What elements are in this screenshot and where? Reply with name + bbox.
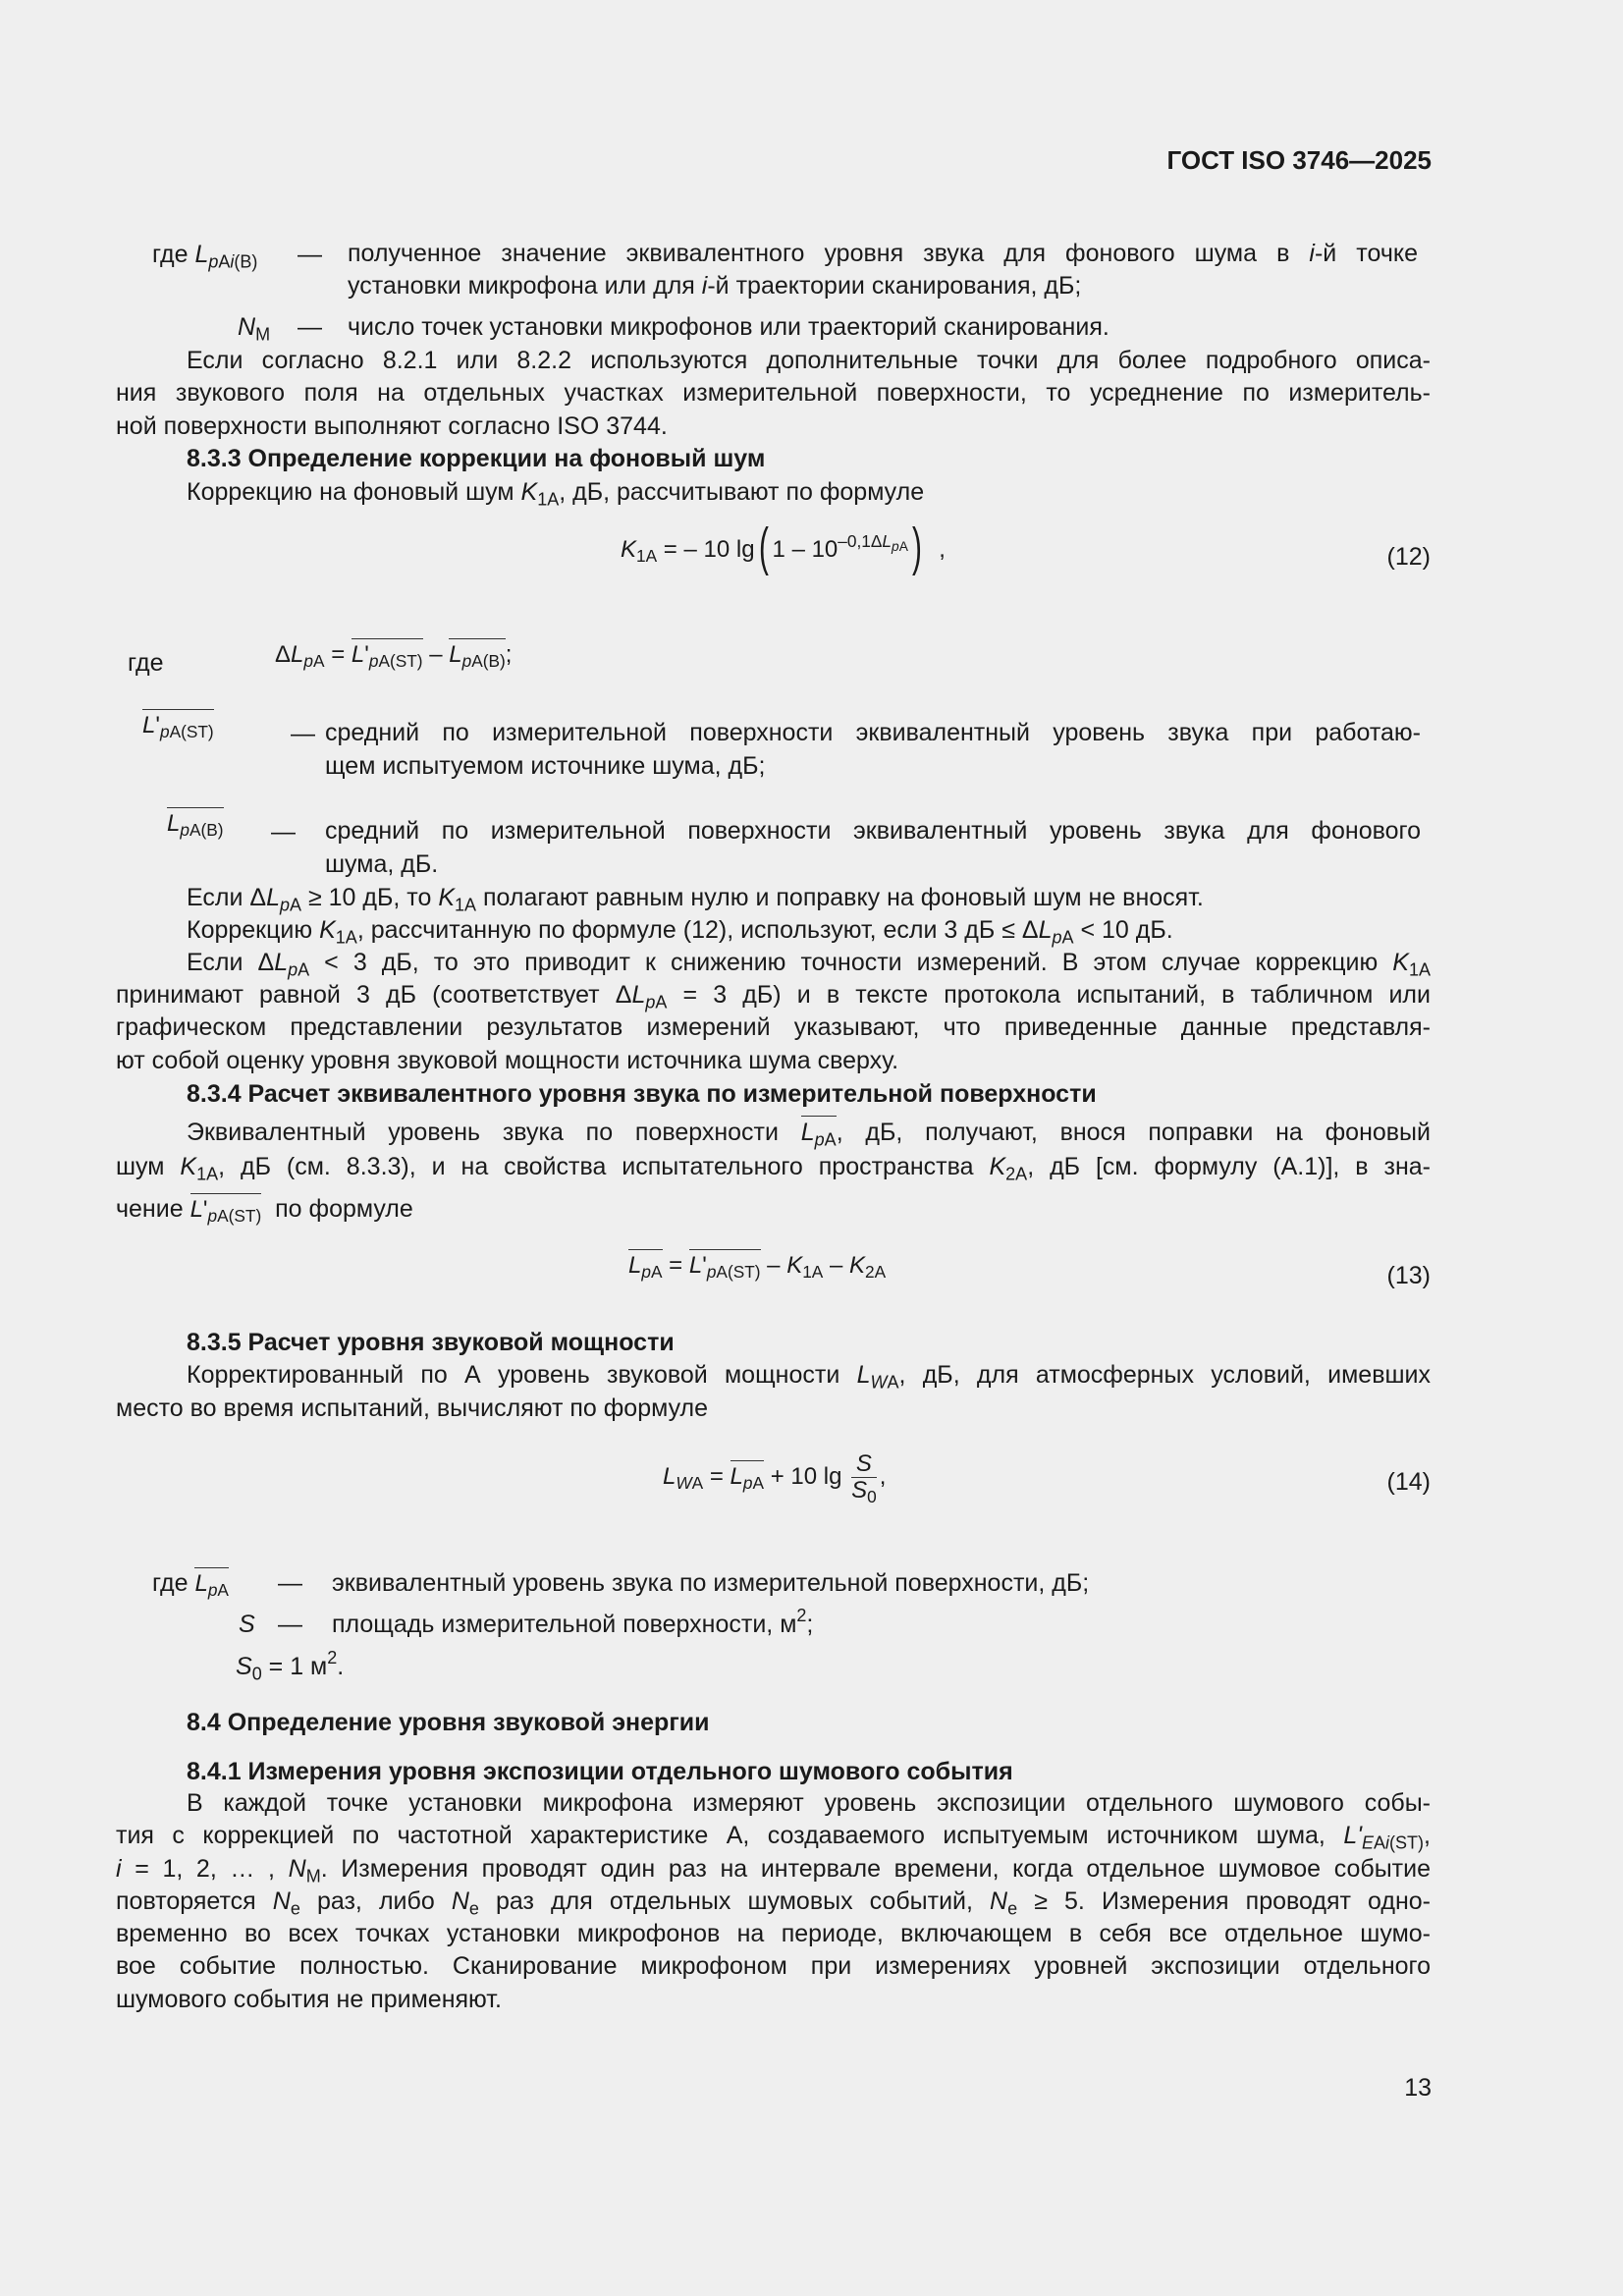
def-lpa: эквивалентный уровень звука по измерительной поверхности, дБ; [332, 1569, 1090, 1597]
where-label: где $L_{pAi(B)}$ [152, 241, 258, 272]
where-label: где [128, 649, 164, 677]
equation-number-12: (12) [1386, 543, 1431, 571]
paragraph-line: Если $\Delta L_{pA} < 3$ дБ, то это приводит к снижению точности измерений. В этом случае коррекцию $K_{1A}$ [187, 949, 1432, 980]
paragraph-line: ния звукового поля на отдельных участках измерительной поверхности, то усреднение по измеритель- [116, 379, 1431, 407]
formula-13: $L_{pA} = L'_{pA(ST)} - K_{1A} - K_{2A}$ [628, 1249, 886, 1283]
paragraph-line: Коррекцию $K_{1A}$, рассчитанную по формуле (12), используют, если 3 дБ ≤ $\Delta L_{pA} < 10$ дБ. [187, 916, 1173, 948]
equation-number-13: (13) [1386, 1262, 1431, 1289]
def-s0: $S_0 = 1$ $м^2$. [236, 1648, 345, 1684]
section-title-84: 8.4 Определение уровня звуковой энергии [187, 1709, 710, 1736]
paragraph-line: Эквивалентный уровень звука по поверхности $L_{pA}$, дБ, получают, внося поправки на фоновый [187, 1116, 1431, 1149]
paragraph-line: i = 1, 2, … , $N_M$. Измерения проводят один раз на интервале времени, когда отдельное шумовое событие [116, 1855, 1432, 1886]
def-lpai-line2: установки микрофона или для i-й траектории сканирования, дБ; [348, 272, 1082, 300]
dash: — [271, 818, 296, 846]
paragraph-line: повторяется $N_e$ раз, либо $N_e$ раз для отдельных шумовых событий, $N_e \ge 5$. Измерения проводят одно- [116, 1887, 1431, 1919]
dash: — [291, 720, 315, 747]
def-s: площадь измерительной поверхности, $м^2$; [332, 1606, 814, 1638]
lpa-b-symbol: $L_{pA(B)}$ [167, 807, 224, 841]
nm-symbol: $N_M$ [238, 313, 271, 345]
lpa-st-symbol: $L'_{pA(ST)}$ [142, 709, 214, 742]
section-title-841: 8.4.1 Измерения уровня экспозиции отдельного шумового события [187, 1758, 1013, 1785]
delta-lpa-formula: $\Delta L_{pA} = L'_{pA(ST)} - L_{pA(B)}$; [275, 638, 512, 672]
paragraph-line: тия с коррекцией по частотной характеристике А, создаваемого испытуемым источником шума, $L'_{EAi(ST)}$, [116, 1822, 1431, 1853]
paragraph-line: Если $\Delta L_{pA} \ge 10$ дБ, то $K_{1A}$ полагают равным нулю и поправку на фоновый шум не вносят. [187, 884, 1204, 915]
paragraph-line: ной поверхности выполняют согласно ISO 3744. [116, 412, 668, 440]
dash: — [298, 313, 322, 341]
dash: — [278, 1611, 302, 1638]
paragraph-line: Корректированный по А уровень звуковой мощности $L_{WA}$, дБ, для атмосферных условий, имевших [187, 1361, 1431, 1393]
paragraph-line: Если согласно 8.2.1 или 8.2.2 используются дополнительные точки для более подробного описа- [187, 347, 1431, 374]
page-number: 13 [1404, 2074, 1432, 2102]
formula-12: $K_{1A}$ = – 10 lg( $1 - 10^{-0,1\Delta L_{pA}}$) , [621, 518, 946, 576]
section-title-835: 8.3.5 Расчет уровня звуковой мощности [187, 1329, 675, 1356]
document-header: ГОСТ ISO 3746—2025 [1166, 145, 1432, 175]
def-lpai-line1: полученное значение эквивалентного уровня звука для фонового шума в i-й точке [348, 240, 1418, 267]
paragraph-line: ют собой оценку уровня звуковой мощности источника шума сверху. [116, 1047, 899, 1074]
paragraph-line: временно во всех точках установки микрофонов на периоде, включающем в себя все отдельное шумо- [116, 1920, 1431, 1947]
section-title-833: 8.3.3 Определение коррекции на фоновый шум [187, 445, 766, 472]
paragraph-line: В каждой точке установки микрофона измеряют уровень экспозиции отдельного шумового собы- [187, 1789, 1431, 1817]
where-label: где $L_{pA}$ [152, 1569, 229, 1601]
paragraph-line: принимают равной 3 дБ (соответствует $\Delta L_{pA} = 3$ дБ) и в тексте протокола испытаний, в табличном или [116, 981, 1431, 1012]
paragraph-line: графическом представлении результатов измерений указывают, что приведенные данные представля- [116, 1013, 1431, 1041]
paragraph-line: место во время испытаний, вычисляют по формуле [116, 1394, 709, 1422]
paragraph-line: шум $K_{1A}$, дБ (см. 8.3.3), и на свойства испытательного пространства $K_{2A}$, дБ [см. формулу (А.1)], в зна- [116, 1153, 1432, 1184]
paragraph-line: шумового события не применяют. [116, 1986, 502, 2013]
formula-14: $L_{WA} = L_{pA} + 10$ lg $\frac{S}{S_0}$ , [663, 1450, 887, 1507]
paragraph-line: Коррекцию на фоновый шум $K_{1A}$, дБ, рассчитывают по формуле [187, 478, 925, 510]
equation-number-14: (14) [1386, 1468, 1431, 1496]
def-lpa-st-line2: щем испытуемом источнике шума, дБ; [325, 752, 766, 780]
dash: — [278, 1569, 302, 1597]
paragraph-line: чение $L'_{pA(ST)}$ по формуле [116, 1195, 413, 1227]
def-nm: число точек установки микрофонов или траекторий сканирования. [348, 313, 1109, 341]
def-lpa-st-line1: средний по измерительной поверхности эквивалентный уровень звука при работаю- [325, 719, 1421, 746]
def-lpa-b-line2: шума, дБ. [325, 850, 439, 878]
def-lpa-b-line1: средний по измерительной поверхности эквивалентный уровень звука для фонового [325, 817, 1421, 845]
s-symbol: S [239, 1611, 255, 1638]
section-title-834: 8.3.4 Расчет эквивалентного уровня звука по измерительной поверхности [187, 1080, 1097, 1108]
paragraph-line: вое событие полностью. Сканирование микрофоном при измерениях уровней экспозиции отдельного [116, 1952, 1431, 1980]
dash: — [298, 241, 322, 268]
